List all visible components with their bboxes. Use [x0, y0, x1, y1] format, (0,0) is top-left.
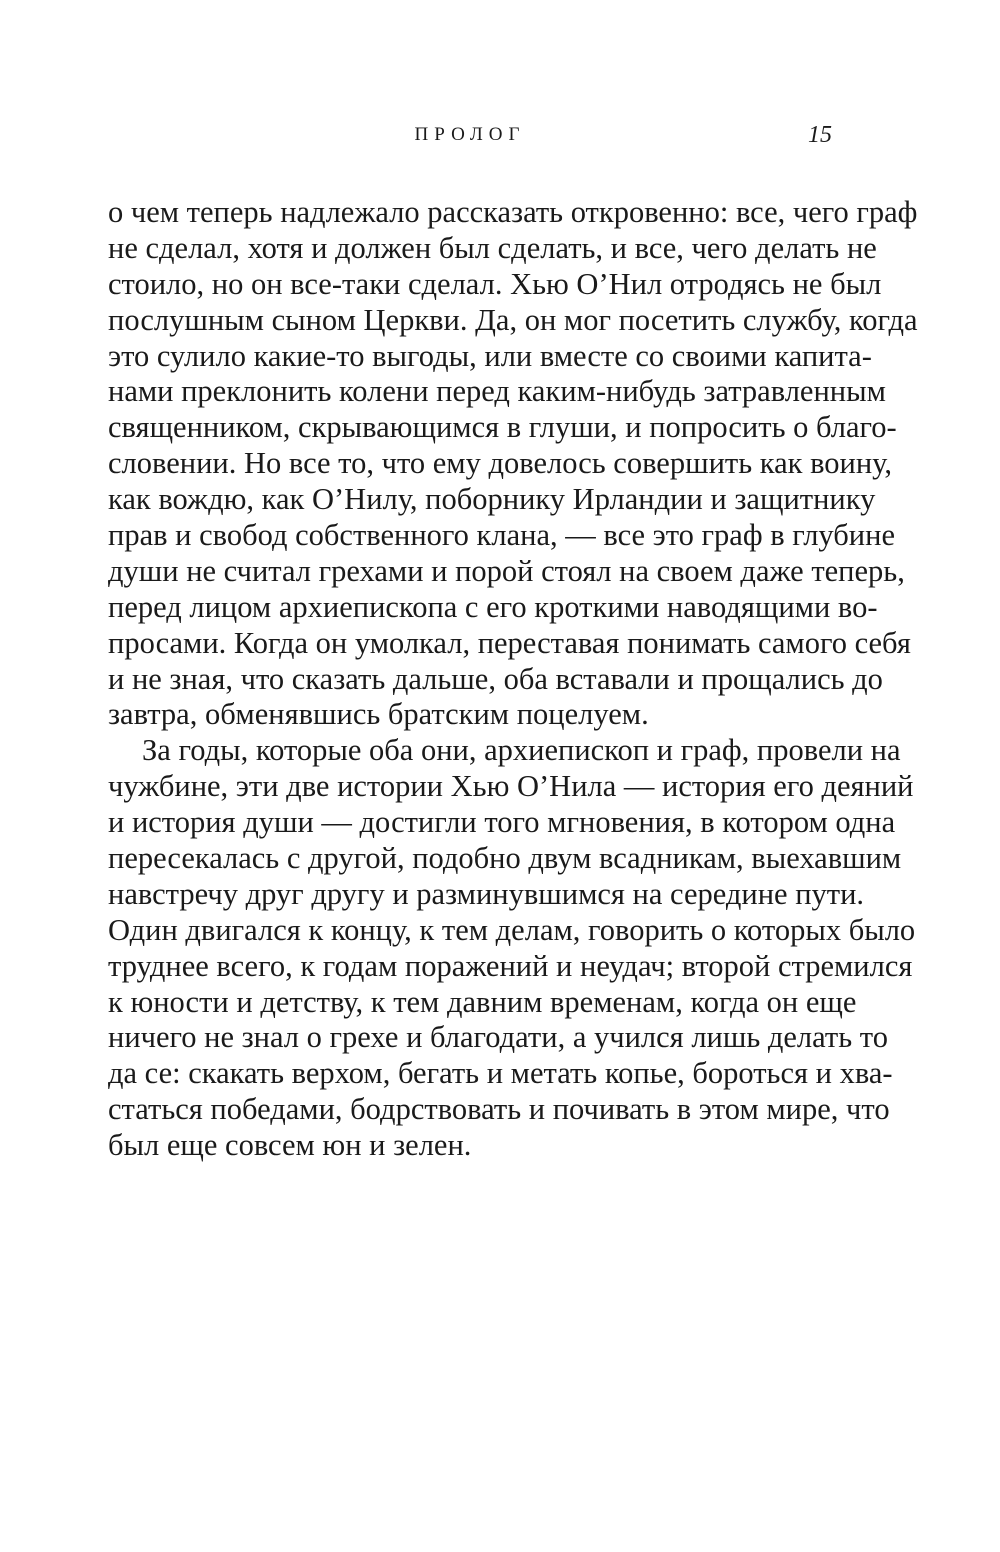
- text-line: к юности и детству, к тем давним временам, когда он еще: [108, 984, 857, 1019]
- running-head: [108, 118, 832, 152]
- text-line: завтра, обменявшись братским поцелуем.: [108, 697, 649, 732]
- text-line: и история души — достигли того мгновения, в котором одна: [108, 805, 896, 840]
- text-line: нами преклонить колени перед каким-нибудь затравленным: [108, 374, 886, 409]
- text-line: просами. Когда он умолкал, переставая понимать самого себя: [108, 625, 911, 660]
- text-line: ничего не знал о грехе и благодати, а учился лишь делать то: [108, 1020, 888, 1055]
- text-line: Один двигался к концу, к тем делам, говорить о которых было: [108, 912, 916, 947]
- text-line: стоило, но он все-таки сделал. Хью О’Нил отродясь не был: [108, 266, 882, 301]
- body-text: [108, 195, 918, 1164]
- running-title: ПРОЛОГ: [414, 124, 526, 145]
- text-line: чужбине, эти две истории Хью О’Нила — история его деяний: [108, 769, 914, 804]
- text-line: и не зная, что сказать дальше, оба вставали и прощались до: [108, 661, 883, 696]
- text-line: о чем теперь надлежало рассказать откровенно: все, чего граф: [108, 195, 918, 229]
- text-line: За годы, которые оба они, архиепископ и граф, провели на: [142, 733, 901, 768]
- text-line: словении. Но все то, что ему довелось совершить как воину,: [108, 446, 893, 481]
- text-line: не сделал, хотя и должен был сделать, и все, чего делать не: [108, 230, 877, 265]
- text-line: труднее всего, к годам поражений и неудач; второй стремился: [108, 948, 913, 983]
- text-line: да се: скакать верхом, бегать и метать копье, бороться и хва-: [108, 1056, 893, 1091]
- page-number: 15: [808, 122, 832, 148]
- text-line: навстречу друг другу и разминувшимся на середине пути.: [108, 876, 865, 911]
- text-line: послушным сыном Церкви. Да, он мог посетить службу, когда: [108, 302, 918, 337]
- text-line: это сулило какие-то выгоды, или вместе со своими капита-: [108, 338, 872, 373]
- text-line: пересекалась с другой, подобно двум всадникам, выехавшим: [108, 841, 902, 876]
- text-line: перед лицом архиепископа с его кроткими наводящими во-: [108, 589, 878, 624]
- text-line: души не считал грехами и порой стоял на своем даже теперь,: [108, 553, 905, 588]
- text-line: статься победами, бодрствовать и почивать в этом мире, что: [108, 1092, 890, 1127]
- text-line: священником, скрывающимся в глуши, и попросить о благо-: [108, 410, 897, 445]
- paragraph-2: [108, 733, 916, 1164]
- text-line: прав и свобод собственного клана, — все это граф в глубине: [108, 518, 895, 553]
- text-line: был еще совсем юн и зелен.: [108, 1128, 472, 1163]
- text-line: как вождю, как О’Нилу, поборнику Ирландии и защитнику: [108, 482, 876, 517]
- paragraph-1: [108, 195, 918, 733]
